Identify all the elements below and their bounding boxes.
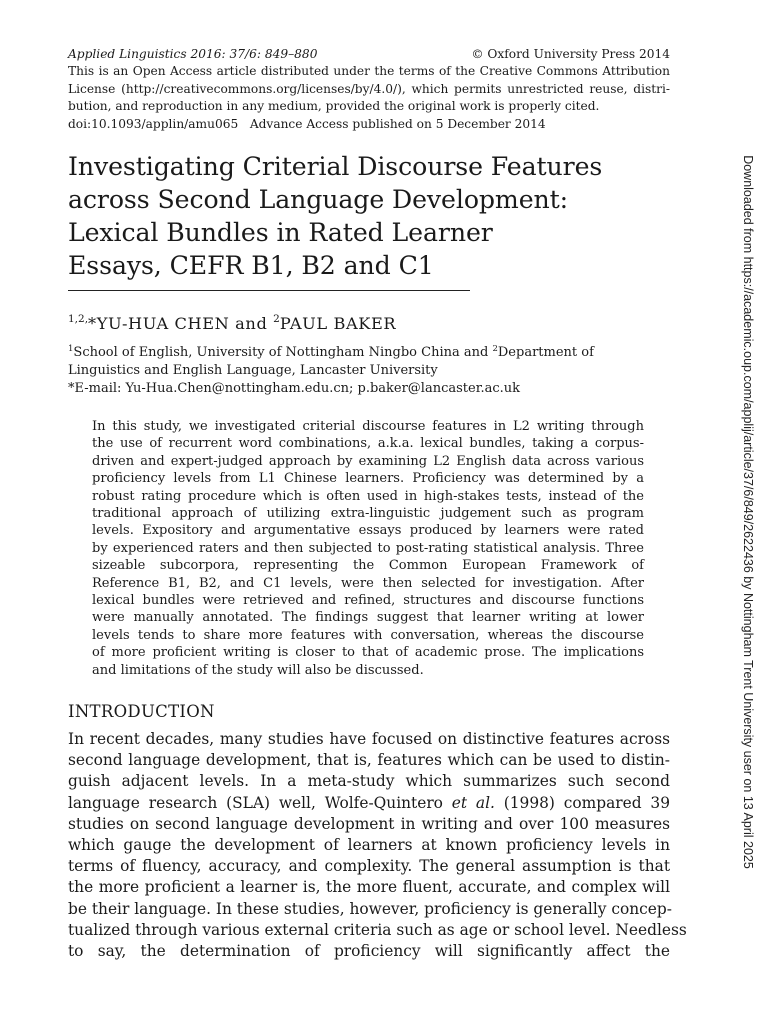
author-2-name: PAUL BAKER (279, 314, 397, 333)
body-line: guish adjacent levels. In a meta-study which summarizes such second (68, 772, 670, 791)
abstract-line: and limitations of the study will also be discussed. (92, 662, 424, 678)
title-line: across Second Language Development: (68, 185, 569, 214)
license-line: bution, and reproduction in any medium, provided the original work is properly cited. (68, 99, 600, 114)
body-text: (1998) compared 39 (494, 793, 670, 812)
affiliation-line: Linguistics and English Language, Lancaster University (68, 363, 438, 379)
abstract (92, 418, 644, 679)
body-line: second language development, that is, features which can be used to distin- (68, 751, 670, 770)
body-line: the more proficient a learner is, the more fluent, accurate, and complex will (68, 878, 670, 897)
title-line: Investigating Criterial Discourse Features (68, 152, 603, 181)
author-conjunction: and (229, 314, 274, 333)
body-line: be their language. In these studies, however, proficiency is generally concep- (68, 899, 672, 918)
section-heading-introduction: INTRODUCTION (68, 702, 215, 721)
title-divider (68, 290, 470, 291)
body-line: In recent decades, many studies have focused on distinctive features across (68, 730, 670, 748)
body-line: tualized through various external criteria such as age or school level. Needless (68, 920, 687, 939)
abstract-line: levels. Expository and argumentative essays produced by learners were rated (92, 523, 644, 539)
contact-email[interactable]: *E-mail: Yu-Hua.Chen@nottingham.edu.cn; p.baker@lancaster.ac.uk (68, 381, 521, 397)
affiliation-mark: 1 (68, 344, 74, 354)
download-notice: Downloaded from https://academic.oup.com/applij/article/37/6/849/2622436 by Nottingham Trent University user on 13 April 2025 (741, 155, 755, 869)
title-line: Essays, CEFR B1, B2 and C1 (68, 251, 434, 280)
doi-line[interactable]: doi:10.1093/applin/amu065 Advance Access published on 5 December 2014 (68, 116, 546, 131)
author-line (68, 314, 396, 333)
abstract-line: by experienced raters and then subjected to post-rating statistical analysis. Three (92, 540, 644, 556)
license-line: This is an Open Access article distributed under the terms of the Creative Commons Attribution (68, 64, 670, 79)
journal-header (68, 46, 670, 133)
body-line: to say, the determination of proficiency will significantly affect the (68, 942, 670, 961)
journal-citation: Applied Linguistics 2016: 37/6: 849–880 (68, 47, 318, 61)
citation-row (68, 46, 670, 63)
abstract-line: robust rating procedure which is often used in high-stakes tests, instead of the (92, 488, 644, 504)
author-1-affiliation-marks: 1,2, (68, 313, 89, 325)
license-line: License (http://creativecommons.org/licenses/by/4.0/), which permits unrestricted reuse, distri- (68, 81, 670, 96)
abstract-line: sizeable subcorpora, representing the Common European Framework of (92, 558, 644, 574)
body-line: which gauge the development of learners at known proficiency levels in (68, 836, 670, 855)
abstract-line: of more proficient writing is closer to that of academic prose. The implications (92, 645, 644, 661)
affiliation-mark: 2 (492, 344, 498, 354)
affiliation-text: Department of (497, 345, 594, 360)
abstract-line: Reference B1, B2, and C1 levels, were then selected for investigation. After (92, 575, 644, 591)
body-line (68, 793, 670, 814)
copyright-notice: © Oxford University Press 2014 (471, 47, 670, 61)
title-line: Lexical Bundles in Rated Learner (68, 218, 493, 247)
author-2-affiliation-mark: 2 (273, 313, 280, 325)
introduction-body (68, 729, 687, 962)
abstract-line: In this study, we investigated criterial discourse features in L2 writing through (92, 419, 644, 434)
affiliation-text: School of English, University of Nottingham Ningbo China and (73, 345, 493, 360)
body-text: language research (SLA) well, Wolfe-Quintero (68, 793, 452, 812)
abstract-line: the use of recurrent word combinations, a.k.a. lexical bundles, taking a corpus- (92, 436, 644, 452)
abstract-line: were manually annotated. The findings suggest that learner writing at lower (92, 610, 644, 626)
affiliations (68, 344, 668, 399)
author-1-name: *YU-HUA CHEN (88, 314, 230, 333)
abstract-line: lexical bundles were retrieved and refined, structures and discourse functions (92, 593, 644, 609)
abstract-line: driven and expert-judged approach by examining L2 English data across various (92, 453, 644, 469)
body-line: terms of fluency, accuracy, and complexity. The general assumption is that (68, 857, 670, 876)
abstract-line: proficiency levels from L1 Chinese learners. Proficiency was determined by a (92, 471, 644, 487)
abstract-line: traditional approach of utilizing extra-linguistic judgement such as program (92, 506, 644, 522)
affiliation-line (68, 344, 668, 362)
body-line: studies on second language development in writing and over 100 measures (68, 814, 670, 833)
citation-etal: et al. (451, 793, 495, 812)
article-title (68, 150, 668, 282)
abstract-line: levels tends to share more features with conversation, whereas the discourse (92, 627, 644, 643)
